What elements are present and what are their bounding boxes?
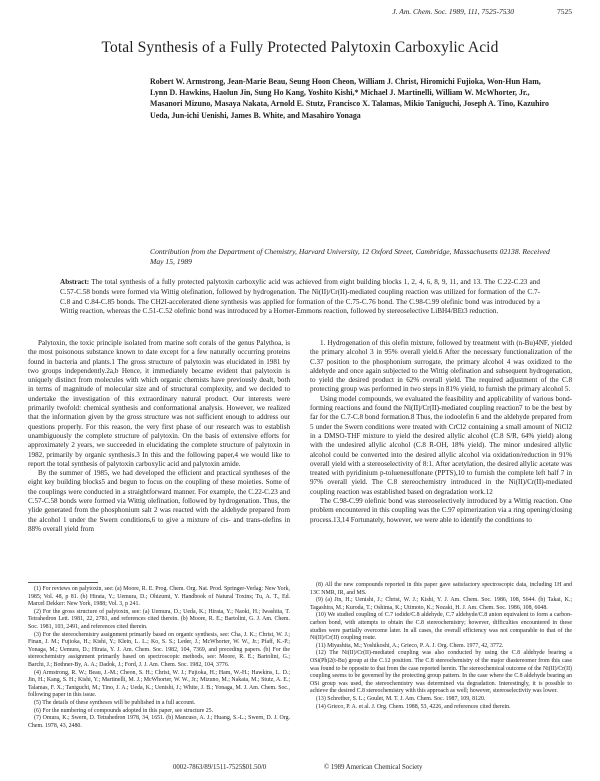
footnote: (13) Schreiber, S. L.; Goulet, M. T. J. Am. Chem. Soc. 1987, 109, 8120. bbox=[316, 695, 486, 702]
journal-citation: J. Am. Chem. Soc. 1989, 111, 7525-7530 bbox=[392, 7, 514, 16]
page-number: 7525 bbox=[557, 7, 572, 16]
footnote: (9) (a) Jin, H.; Uenishi, J.; Christ, W. J.; Kishi, Y. J. Am. Chem. Soc. 1986, 108, 5644. (b) Takai, K.; Tagashira, M.; Kuroda, T.; Oshima, K.; Utimoto, K.; Nozaki, H. J. Am. Chem. Soc. 1986, 108, 6048. bbox=[310, 597, 572, 611]
footnote: (4) Armstrong, R. W.; Beau, J.-M.; Cheon, S. H.; Christ, W. J.; Fujioka, H.; Ham, W.-H.; Hawkins, L. D.; Jin, H.; Kang, S. H.; Kishi, Y.; Martinelli, M. J.; McWhorter, W. W., Jr.; Mizuno, M.; Nakata, M.; Stutz, A. E.; Talamas, F. X.; Taniguchi, M.; Tino, J. A.; Ueda, K.; Uenishi, J.; White, J. B.; Yonaga, M. J. Am. Chem. Soc., following paper in this issue. bbox=[28, 669, 290, 699]
footnote: (11) Miyashita, M.; Yoshikoshi, A.; Grieco, P. A. J. Org. Chem. 1977, 42, 3772. bbox=[316, 642, 504, 649]
abstract-text: The total synthesis of a fully protected palytoxin carboxylic acid was achieved from eight building blocks 1, 2, 4, 6, 8, 9, 11, and 13. The C.22-C.23 and C.57-C.58 bonds were formed via Wittig olefination, followed by hydrogenation. The Ni(II)/Cr(II)-mediated coupling reaction was utilized for formation of the C.7-C.8 and C.84-C.85 bonds. The CH2I-accelerated diene synthesis was applied for formation of the C.75-C.76 bond. The C.98-C.99 olefinic bond was introduced by a Wittig reaction, whereas the C.51-C.52 olefinic bond was introduced by a Horner-Emmons reaction, followed by stereoselective LiBH4/BEt3 reduction. bbox=[60, 278, 540, 316]
footnote: (5) The details of these syntheses will be published in a full account. bbox=[34, 699, 196, 706]
running-header bbox=[28, 7, 572, 19]
footnote: (7) Omura, K.; Swern, D. Tetrahedron 1978, 34, 1651. (b) Mancuso, A. J.; Huang, S.-L.; Swern, D. J. Org. Chem. 1978, 43, 2480. bbox=[28, 715, 290, 729]
body-column-left bbox=[28, 339, 290, 534]
body-paragraph: By the summer of 1985, we had developed the efficient and practical syntheses of the eight key building blocks5 and begun to focus on the coupling of these moieties. Some of the couplings were conducted in a straightforward manner. For example, the C.22-C.23 and C.57-C.58 bonds were formed via Wittig olefination, followed by hydrogenation. Thus, the ylide generated from the phosphonium salt 2 was reacted with the aldehyde prepared from the alcohol 1 under the Swern conditions,6 to give a mixture of cis- and trans-olefins in 88% overall yield from bbox=[28, 469, 290, 533]
body-column-right bbox=[310, 339, 572, 525]
footnote: (12) The Ni(II)/Cr(II)-mediated coupling was also conducted by using the C.8 aldehyde bearing a OSi(Ph)2(t-Bu) group at the C.12 position. The C.8 stereochemistry of the major diastereomer from this case was found to be opposite to that from the case reported herein. The stereochemical outcome of the Ni(II)/Cr(II) coupling seems to be governed by the protecting group pattern. In the case where the C.8 aldehyde bearing an OSi group was used, the stereochemistry was determined via degradation. Interestingly, it is possible to achieve the desired C.8 stereochemistry with this approach as well; however, stereoselectivity was lower. bbox=[310, 650, 572, 695]
copyright-notice: © 1989 American Chemical Society bbox=[324, 764, 423, 771]
footnote: (2) For the gross structure of palytoxin, see: (a) Uemura, D.; Ueda, K.; Hirata, Y.; Naoki, H.; Iwashita, T. Tetrahedron Lett. 1981, 22, 2781, and references cited therein. (b) Moore, R. E.; Bartolini, G. J. Am. Chem. Soc. 1981, 103, 2491, and references cited therein. bbox=[28, 608, 290, 630]
author-list: Robert W. Armstrong, Jean-Marie Beau, Seung Hoon Cheon, William J. Christ, Hiromichi Fujioka, Won-Hun Ham, Lynn D. Hawkins, Haolun Jin, Sung Ho Kang, Yoshito Kishi,* Michael J. Martinelli, William W. McWhorter, Jr., Masanori Mizuno, Masaya Nakata, Arnold E. Stutz, Francisco X. Talamas, Mikio Taniguchi, Joseph A. Tino, Kazuhiro Ueda, Jun-ichi Uenishi, James B. White, and Masahiro Yonaga bbox=[150, 77, 549, 120]
footnote: (10) We studied coupling of C.7 iodide/C.8 aldehyde, C.7 aldehyde/C.8 anion equivalent to form a carbon-carbon bond, with attempts to obtain the C.8 stereochemistry; however, difficulties encountered in these studies were partially overcome later. In all cases, the overall efficiency was not comparable to that of the Ni(II)/Cr(II) coupling route. bbox=[310, 612, 572, 642]
body-paragraph: 1. Hydrogenation of this olefin mixture, followed by treatment with (n-Bu)4NF, yielded the primary alcohol 3 in 95% overall yield.6 After the necessary functionalization of the C.37 position to the phosphonium surrogate, the primary alcohol 4 was oxidized to the aldehyde and once again subjected to the Wittig olefination and subsequent hydrogenation, to yield the desired product in 62% overall yield. The required adjustment of the C.8 protecting group was performed in two steps in 81% yield, to furnish the primary alcohol 5. bbox=[310, 339, 572, 394]
footnote: (1) For reviews on palytoxin, see: (a) Moore, R. E. Prog. Chem. Org. Nat. Prod. Springer-Verlag: New York, 1985; Vol. 48, p 81. (b) Hirata, Y.; Uemura, D.; Ohizumi, Y. Handbook of Natural Toxins; Tu, A. T., Ed. Marcel Dekker: New York, 1988; Vol. 3, p 241. bbox=[28, 586, 290, 608]
footnote: (6) For the numbering of compounds adopted in this paper, see structure 25. bbox=[34, 707, 214, 714]
body-paragraph: Using model compounds, we evaluated the feasibility and applicability of various bond-forming reactions and found the Ni(II)/Cr(II)-mediated coupling reaction7 to be the best by far for the C.7-C.8 bond formation.8 Thus, the iodoolefin 6 and the aldehyde prepared from 5 under the Swern conditions were treated with CrCl2 containing a small amount of NiCl2 in a DMSO-THF mixture to yield the desired allylic alcohol (C.8 S/R, 64% yield) along with the undesired allylic alcohol (C.8 R-OH, 18% yield). The minor undesired allylic alcohol could be converted into the desired allylic alcohol via oxidation/reduction in 91% overall yield with a stereoselectivity of 8:1. After acetylation, the desired allylic acetate was treated with pyridinium p-toluenesulfonate (PPTS),10 to furnish the complete left half 7 in 97% overall yield. The C.8 stereochemistry introduced in the Ni(II)/Cr(II)-mediated coupling reaction was established based on degradation work.12 bbox=[310, 394, 572, 496]
footnotes-left bbox=[28, 586, 290, 730]
footnotes-right bbox=[310, 582, 572, 711]
body-paragraph: Palytoxin, the toxic principle isolated from marine soft corals of the genus Palythoa, is the most poisonous substance known to date except for a few naturally occurring proteins found in bacteria and plants.1 The gross structure of palytoxin was elucidated in 1981 by two groups independently.2a,b Hence, it immediately became evident that palytoxin is uniquely distinct from molecules with which organic chemists have previously dealt, both in terms of magnitude of molecular size and of structural complexity, and we decided to undertake the investigation of this extraordinary natural product. Our interests were primarily twofold: chemical synthesis and conformational analysis. However, we realized that the information given by the gross structure was not sufficient enough to address our questions properly. For this reason, the very first phase of our research was to establish unambiguously the complete structure of palytoxin. On the basis of extensive efforts for approximately 2 years, we succeeded in elucidating the complete structure of palytoxin in 1982, primarily by organic synthesis.3 In this and the following paper,4 we would like to report the total synthesis of palytoxin carboxylic acid and palytoxin amide. bbox=[28, 339, 290, 468]
affiliation: Contribution from the Department of Chemistry, Harvard University, 12 Oxford Street, Cambridge, Massachusetts 02138. Received May 15, 1989 bbox=[150, 247, 550, 267]
article-title: Total Synthesis of a Fully Protected Palytoxin Carboxylic Acid bbox=[101, 39, 499, 56]
footnote-divider bbox=[28, 582, 98, 583]
footnote: (3) For the stereochemistry assignment primarily based on organic synthesis, see: Cha, J. K.; Christ, W. J.; Finan, J. M.; Fujioka, H.; Kishi, Y.; Klein, L. L.; Ko, S. S.; Leder, J.; McWhorter, W. W., Jr.; Pfaff, K.-P.; Yonaga, M.; Uemura, D.; Hirata, Y. J. Am. Chem. Soc. 1982, 104, 7369, and preceding papers. (b) For the stereochemistry assignment primarily based on spectroscopic methods, see: Moore, R. E.; Bartolini, G.; Barchi, J.; Bothner-By, A. A.; Dadok, J.; Ford, J. J. Am. Chem. Soc. 1982, 104, 3776. bbox=[28, 631, 290, 668]
abstract bbox=[60, 278, 540, 317]
abstract-label: Abstract: bbox=[60, 278, 90, 286]
footnote: (14) Grieco, P. A. et al. J. Org. Chem. 1988, 53, 4226, and references cited therein. bbox=[316, 703, 511, 710]
footnote: (8) All the new compounds reported in this paper gave satisfactory spectroscopic data, including 1H and 13C NMR, IR, and MS. bbox=[310, 582, 572, 596]
article-code: 0002-7863/89/1511-7525$01.50/0 bbox=[173, 764, 267, 771]
body-paragraph: The C.98-C.99 olefinic bond was stereoselectively introduced by a Wittig reaction. One problem encountered in this coupling was the C.97 epimerization via a ring opening/closing process.13,14 Fortunately, however, we were able to identify the conditions to bbox=[310, 497, 572, 524]
